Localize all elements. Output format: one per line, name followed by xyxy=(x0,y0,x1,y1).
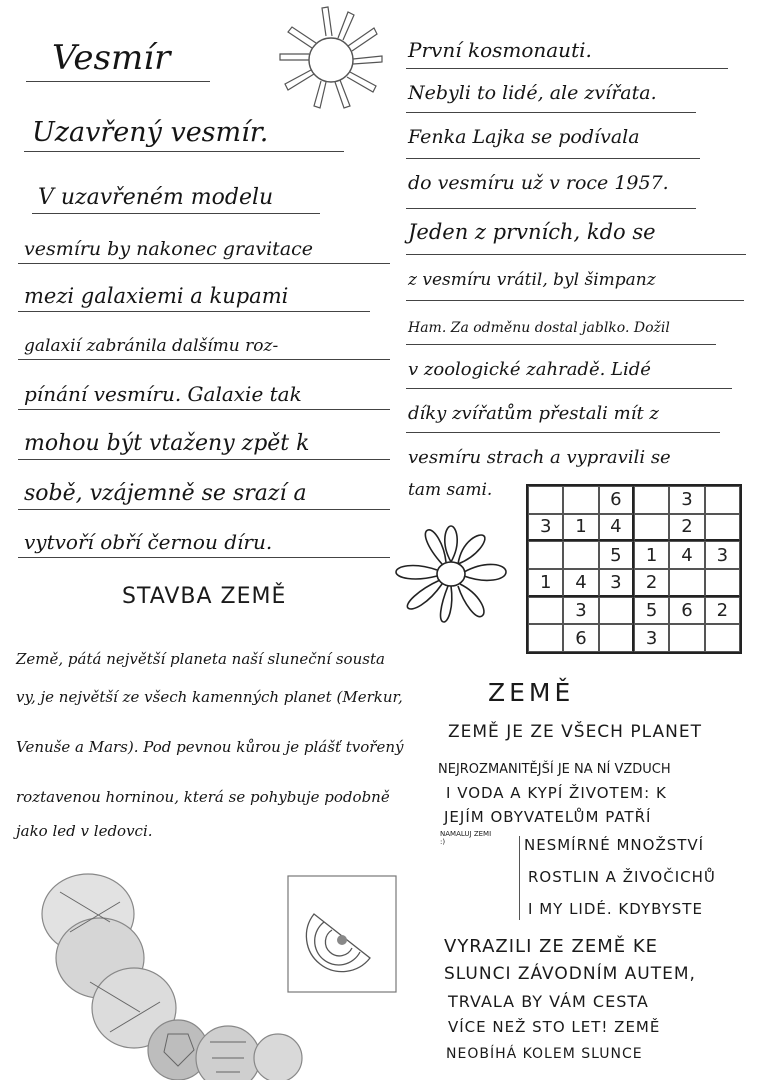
sudoku-cell: 2 xyxy=(669,514,704,542)
text-line xyxy=(406,300,736,340)
sudoku-cell: 1 xyxy=(634,541,669,569)
sudoku-cell: 4 xyxy=(669,541,704,569)
text-line xyxy=(18,512,390,558)
sudoku-cell: 2 xyxy=(634,569,669,597)
text-line xyxy=(406,158,736,198)
text-line-content: Jeden z prvních, kdo se xyxy=(408,220,656,244)
zeme-line: NESMÍRNÉ MNOŽSTVÍ xyxy=(524,836,705,854)
zeme-line: NEOBÍHÁ KOLEM SLUNCE xyxy=(446,1046,643,1062)
stavba-line: Venuše a Mars). Pod pevnou kůrou je plášť tvořený xyxy=(16,738,404,756)
text-line-content: Fenka Lajka se podívala xyxy=(408,126,640,148)
text-line xyxy=(18,362,390,410)
sudoku-cell xyxy=(563,541,598,569)
sudoku-cell: 3 xyxy=(563,597,598,625)
zeme-line: NEJROZMANITĚJŠÍ JE NA NÍ VZDUCH xyxy=(438,762,671,777)
stavba-line: jako led v ledovci. xyxy=(16,822,153,840)
zeme-line: I VODA A KYPÍ ŽIVOTEM: K xyxy=(446,784,667,802)
sudoku-cell xyxy=(705,624,740,652)
text-line-content: díky zvířatům přestali mít z xyxy=(408,403,659,424)
text-line xyxy=(406,388,736,428)
text-line xyxy=(406,112,736,152)
right-column xyxy=(406,26,746,500)
zeme-line: ROSTLIN A ŽIVOČICHŮ xyxy=(528,868,716,886)
zeme-line: ZEMĚ JE ZE VŠECH PLANET xyxy=(448,722,702,742)
zeme-line: I MY LIDÉ. KDYBYSTE xyxy=(528,900,703,918)
text-line-content: vesmíru by nakonec gravitace xyxy=(24,238,314,260)
sudoku-grid xyxy=(526,484,742,654)
sudoku-cell xyxy=(634,514,669,542)
sun-drawing xyxy=(276,4,386,114)
sudoku-cell xyxy=(528,597,563,625)
sudoku-cell: 3 xyxy=(669,486,704,514)
sudoku-cell: 6 xyxy=(563,624,598,652)
text-line xyxy=(18,168,390,214)
sudoku-cell xyxy=(563,486,598,514)
text-line xyxy=(406,344,736,384)
text-line-content: tam sami. xyxy=(408,480,493,500)
sudoku-cell xyxy=(528,486,563,514)
planets-drawing xyxy=(30,862,330,1076)
text-line xyxy=(18,266,390,312)
zeme-divider xyxy=(519,836,520,920)
sudoku-cell xyxy=(528,541,563,569)
sudoku-cell: 3 xyxy=(705,541,740,569)
sudoku-cell xyxy=(528,624,563,652)
sudoku-cell: 1 xyxy=(563,514,598,542)
flower-drawing xyxy=(388,522,514,626)
sudoku-cell xyxy=(599,624,634,652)
zeme-line: VYRAZILI ZE ZEMĚ KE xyxy=(444,936,659,957)
text-line-content: do vesmíru už v roce 1957. xyxy=(408,172,669,194)
sudoku-cell: 6 xyxy=(599,486,634,514)
text-line-content: mohou být vtaženy zpět k xyxy=(24,431,310,456)
sudoku-cell: 3 xyxy=(528,514,563,542)
text-line xyxy=(18,314,390,360)
sudoku-cell xyxy=(669,624,704,652)
text-line xyxy=(18,218,390,264)
text-line xyxy=(406,432,736,472)
text-line xyxy=(18,462,390,510)
sudoku-cell xyxy=(634,486,669,514)
text-line-content: Ham. Za odměnu dostal jablko. Dožil xyxy=(408,320,670,336)
sudoku-cell: 3 xyxy=(599,569,634,597)
right-title-row xyxy=(406,26,736,66)
page-title: Vesmír xyxy=(52,38,171,78)
zeme-line: SLUNCI ZÁVODNÍM AUTEM, xyxy=(444,964,696,984)
zeme-title: ZEMĚ xyxy=(488,678,575,707)
right-title: První kosmonauti. xyxy=(408,38,592,62)
text-line-content: v zoologické zahradě. Lidé xyxy=(408,359,651,380)
sudoku-cell: 6 xyxy=(669,597,704,625)
text-line-content: pínání vesmíru. Galaxie tak xyxy=(24,382,302,406)
sudoku-cell xyxy=(599,597,634,625)
text-line xyxy=(18,412,390,460)
stavba-line: vy, je největší ze všech kamenných planet (Merkur, xyxy=(16,688,403,706)
sudoku-cell: 5 xyxy=(599,541,634,569)
sudoku-cell xyxy=(669,569,704,597)
text-line xyxy=(406,254,736,294)
text-line xyxy=(406,68,736,108)
section-subtitle: Uzavřený vesmír. xyxy=(32,117,269,148)
text-line xyxy=(406,208,736,248)
text-line-content: V uzavřeném modelu xyxy=(38,185,274,210)
stavba-line: Země, pátá největší planeta naší sluneční sousta xyxy=(16,650,385,668)
text-line-content: galaxií zabránila dalšímu roz- xyxy=(24,336,279,356)
sudoku-cell: 2 xyxy=(705,597,740,625)
text-line-content: vesmíru strach a vypravili se xyxy=(408,447,671,468)
text-line-content: sobě, vzájemně se srazí a xyxy=(24,481,307,506)
text-line-content: z vesmíru vrátil, byl šimpanz xyxy=(408,270,656,290)
earth-section-drawing xyxy=(286,872,398,996)
text-line-content: Nebyli to lidé, ale zvířata. xyxy=(408,82,657,104)
zeme-line: TRVALA BY VÁM CESTA xyxy=(448,992,649,1011)
sudoku-cell: 4 xyxy=(599,514,634,542)
sudoku-cell: 1 xyxy=(528,569,563,597)
zeme-side-note: NAMALUJ ZEMI :) xyxy=(440,830,492,846)
sudoku-cell xyxy=(705,514,740,542)
zeme-line: JEJÍM OBYVATELŮM PATŘÍ xyxy=(444,808,652,826)
sudoku-cell xyxy=(705,486,740,514)
text-line-content: vytvoří obří černou díru. xyxy=(24,530,273,554)
sudoku-cell: 4 xyxy=(563,569,598,597)
text-line-content: mezi galaxiemi a kupami xyxy=(24,284,289,308)
sudoku-cell: 5 xyxy=(634,597,669,625)
stavba-title: STAVBA ZEMĚ xyxy=(122,584,287,609)
sudoku-cell xyxy=(705,569,740,597)
sudoku-cell: 3 xyxy=(634,624,669,652)
stavba-line: roztavenou horninou, která se pohybuje podobně xyxy=(16,788,390,806)
zeme-line: VÍCE NEŽ STO LET! ZEMĚ xyxy=(448,1018,661,1036)
